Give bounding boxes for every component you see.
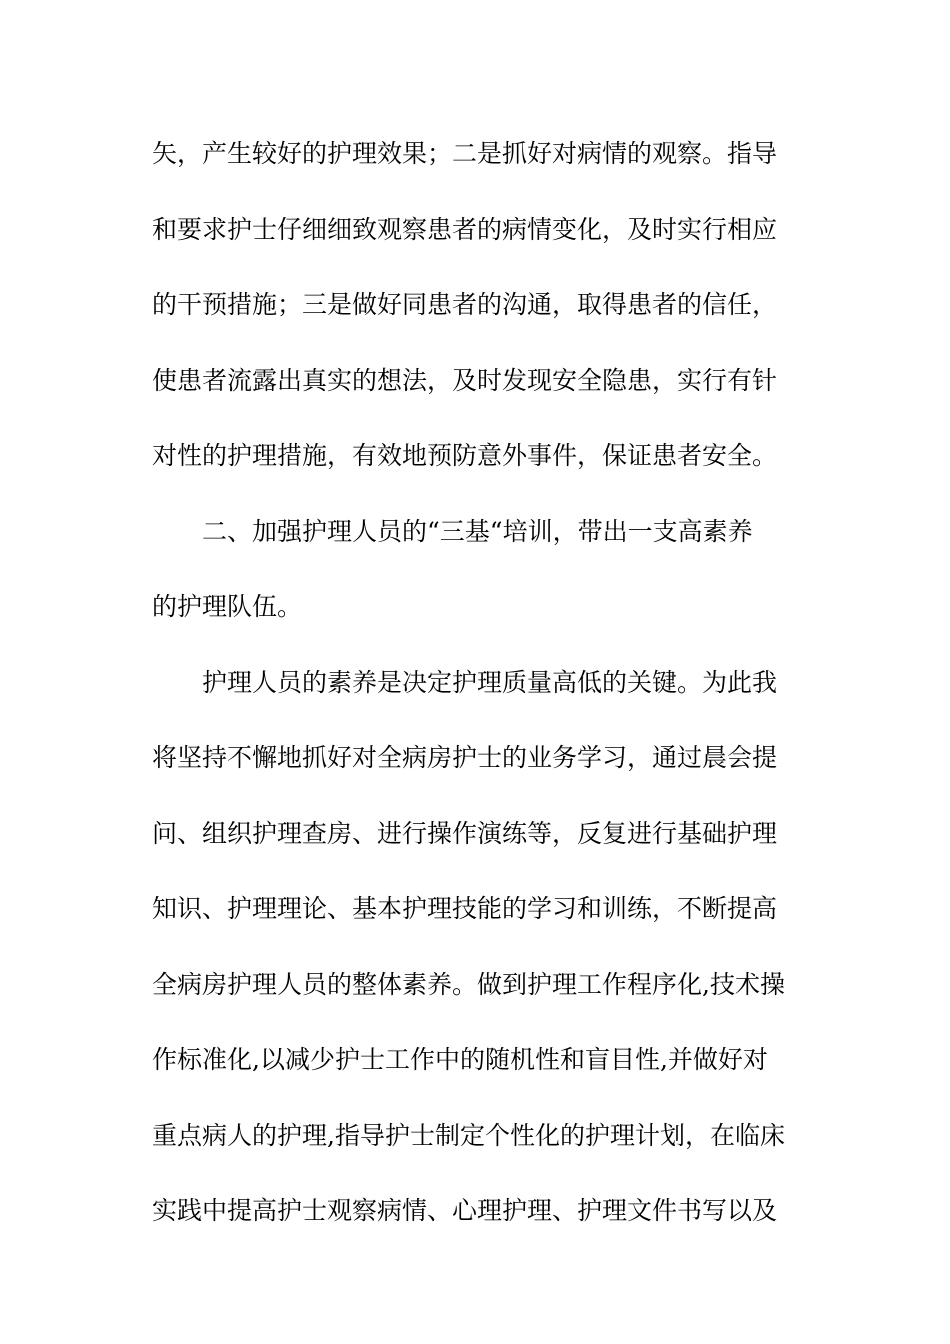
text-line: 使患者流露出真实的想法，及时发现安全隐患，实行有针 <box>152 365 778 395</box>
text-line: 矢，产生较好的护理效果；二是抓好对病情的观察。指导 <box>152 139 778 168</box>
section-heading-line: 的护理队伍。 <box>152 592 303 621</box>
text-line: 知识、护理理论、基本护理技能的学习和训练，不断提高 <box>152 894 778 923</box>
paragraph-start-line: 护理人员的素养是决定护理质量高低的关键。为此我 <box>202 667 778 697</box>
section-heading-line: 二、加强护理人员的“三基“培训，带出一支高素养 <box>202 516 753 546</box>
text-line: 对性的护理措施，有效地预防意外事件，保证患者安全。 <box>152 441 778 470</box>
text-line: 的干预措施；三是做好同患者的沟通，取得患者的信任， <box>152 290 778 319</box>
text-line: 作标准化,以减少护士工作中的随机性和盲目性,并做好对 <box>152 1045 768 1074</box>
text-line: 将坚持不懈地抓好对全病房护士的业务学习，通过晨会提 <box>152 743 778 772</box>
text-line: 问、组织护理查房、进行操作演练等，反复进行基础护理 <box>152 818 778 848</box>
text-line: 重点病人的护理,指导护士制定个性化的护理计划，在临床 <box>152 1120 785 1150</box>
text-line: 和要求护士仔细细致观察患者的病情变化，及时实行相应 <box>152 214 778 244</box>
document-body-text <box>152 125 812 1258</box>
text-line: 实践中提高护士观察病情、心理护理、护理文件书写以及 <box>152 1196 778 1225</box>
text-line: 全病房护理人员的整体素养。做到护理工作程序化,技术操 <box>152 969 785 999</box>
